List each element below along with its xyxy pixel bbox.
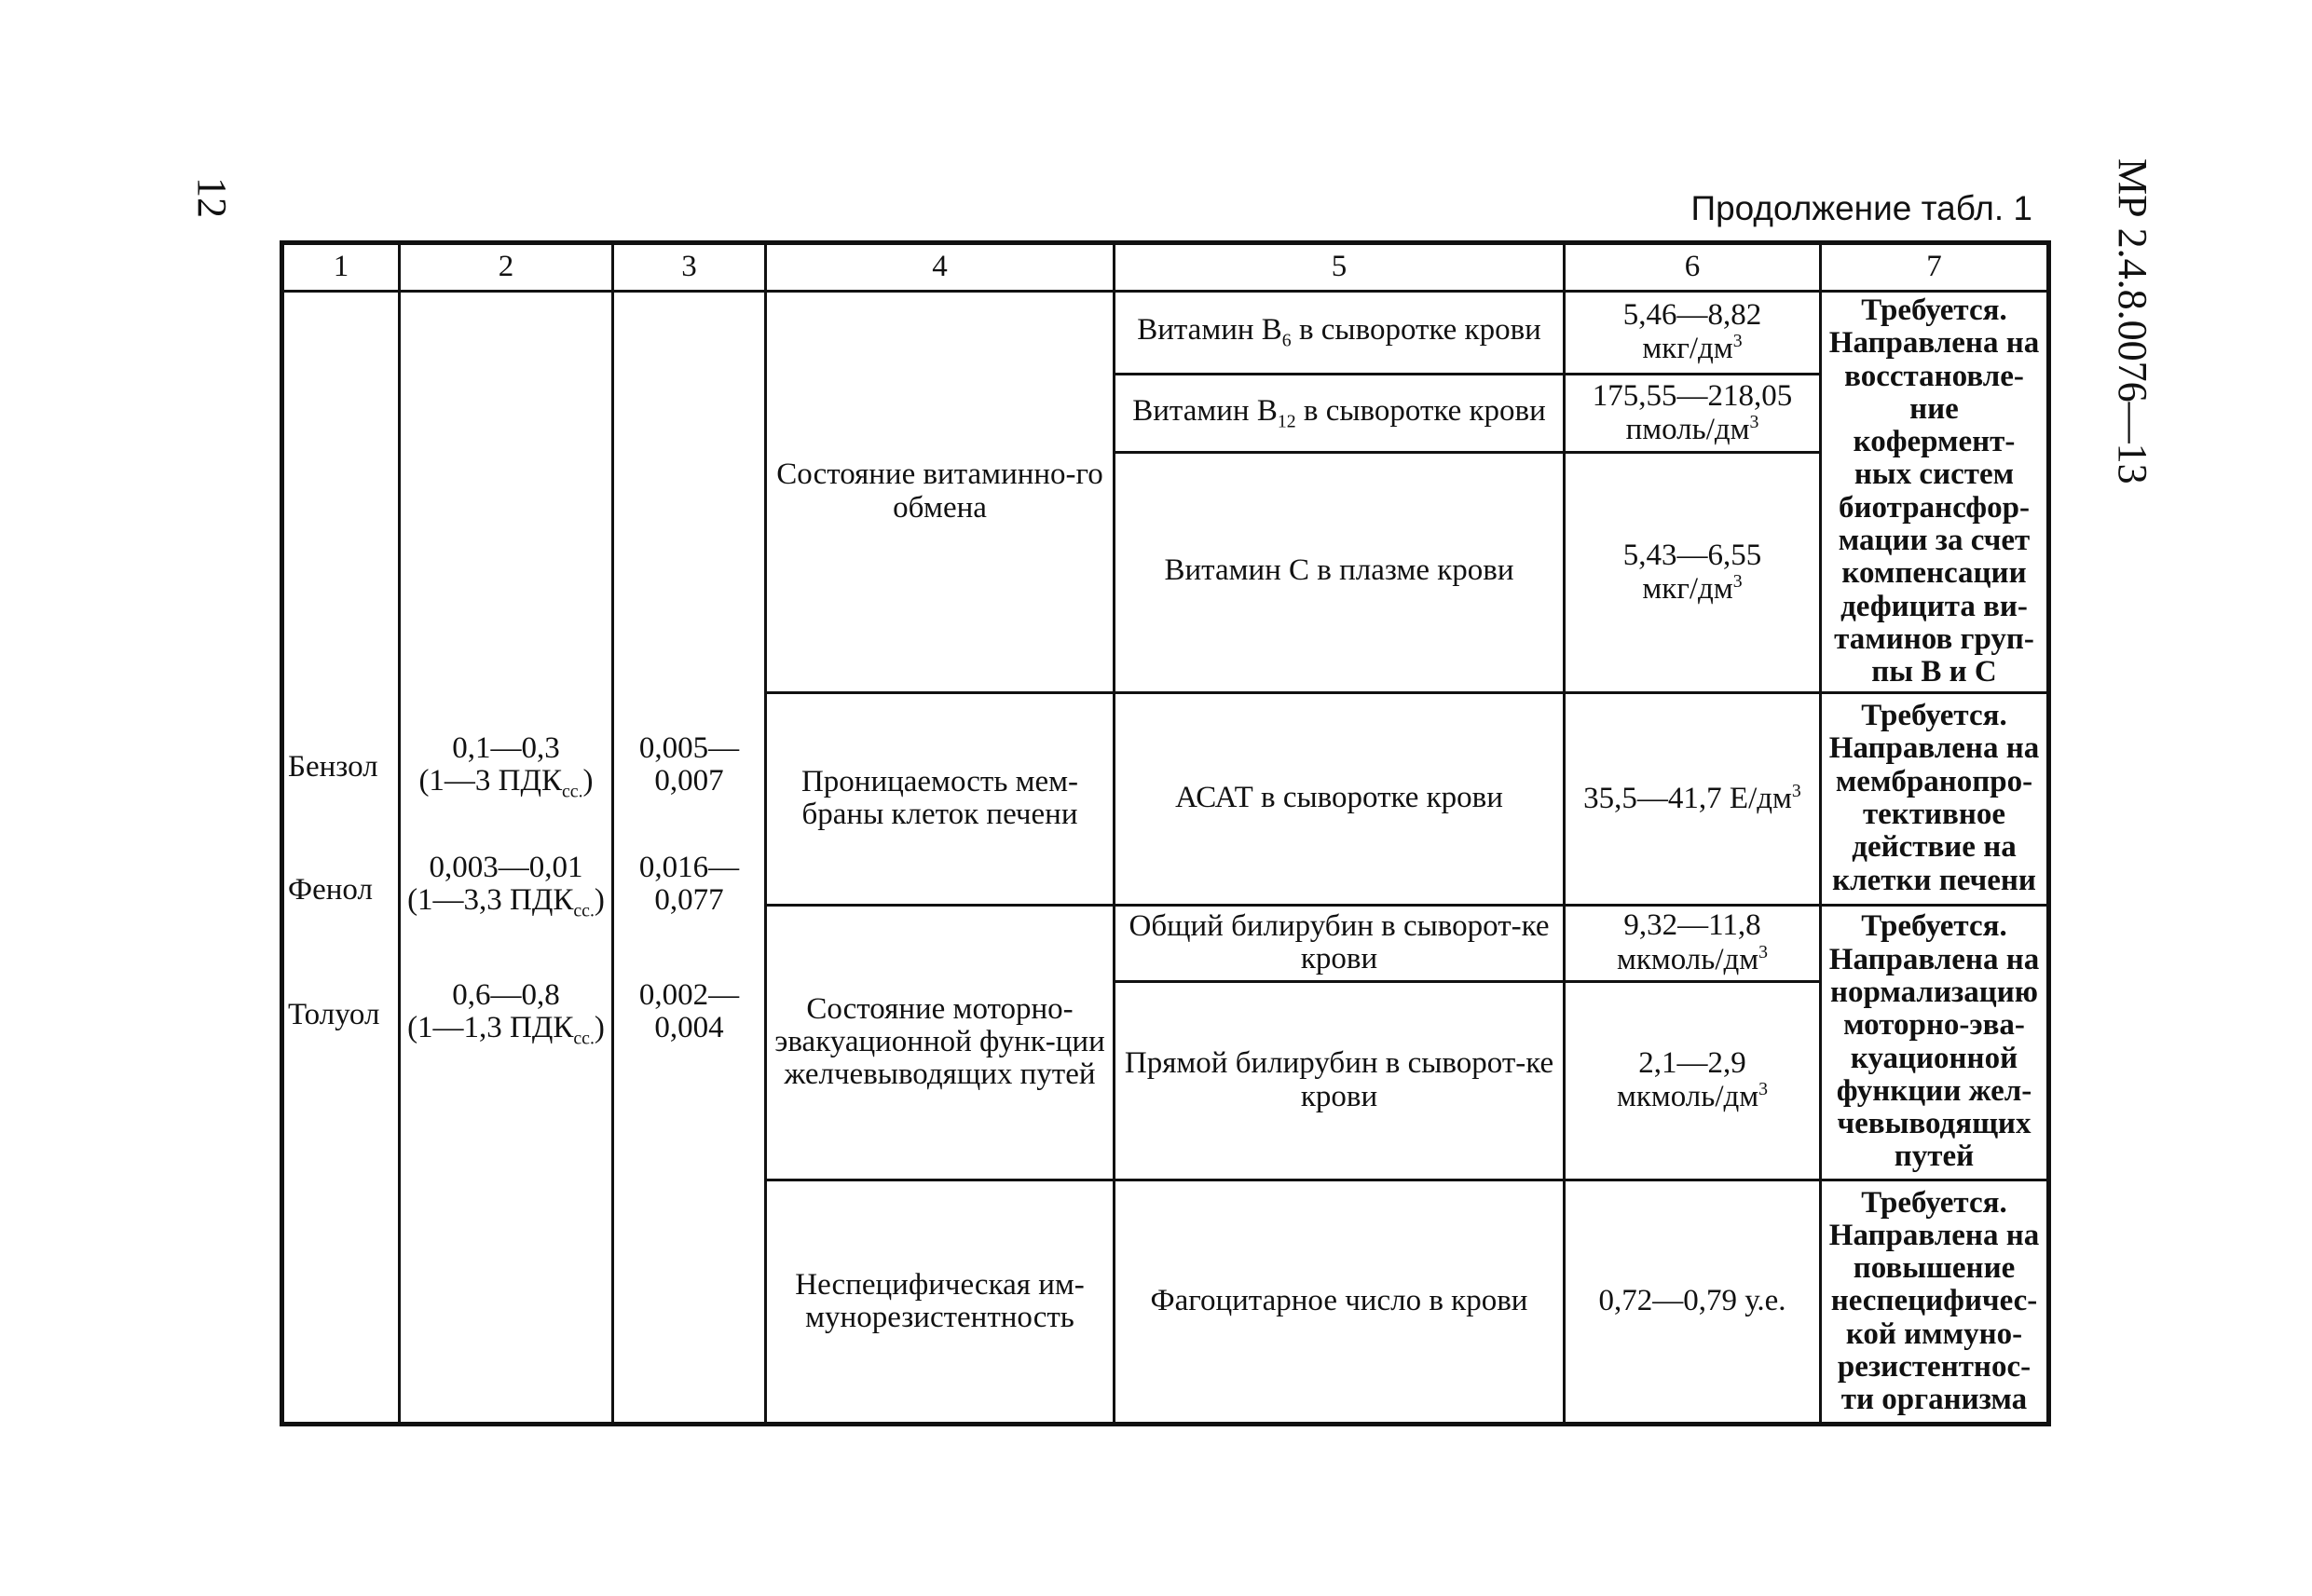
value-range: 35,5—41,7 Е/дм bbox=[1583, 781, 1792, 815]
indicator-cell bbox=[1115, 453, 1565, 692]
concentration-pdk bbox=[404, 765, 608, 802]
pdk-subscript: сс. bbox=[562, 781, 583, 802]
substance-name: Фенол bbox=[288, 873, 373, 907]
pdk-close: ) bbox=[594, 883, 605, 918]
concentration-range: 0,003—0,01 bbox=[429, 851, 583, 884]
unit-text: мкмоль/дм bbox=[1616, 1080, 1759, 1114]
concentration-item bbox=[404, 979, 608, 1049]
header-cell: 5 bbox=[1115, 243, 1565, 292]
indicator-text: Общий билирубин в сыворот-ке крови bbox=[1129, 908, 1550, 976]
pdk-close: ) bbox=[594, 1011, 605, 1045]
concentration-range: 0,1—0,3 bbox=[452, 731, 560, 765]
indicator-cell bbox=[1115, 1180, 1565, 1424]
indicator-text: Витамин B bbox=[1132, 393, 1278, 428]
indicator-subscript: 6 bbox=[1281, 330, 1292, 351]
dose-cell bbox=[613, 292, 766, 1425]
note-cell: Требуется. Направлена на восстановле-ние кофермент-ных систем биотрансфор-мации за счет компенсации дефицита ви-таминов груп-пы В и С bbox=[1821, 292, 2049, 693]
concentration-pdk bbox=[404, 884, 608, 921]
concentration-range: 0,6—0,8 bbox=[452, 978, 560, 1012]
substance-name: Бензол bbox=[288, 750, 378, 784]
value-cell bbox=[1565, 692, 1821, 905]
concentration-cell bbox=[400, 292, 613, 1425]
document-code bbox=[2108, 158, 2164, 494]
header-cell: 3 bbox=[613, 243, 766, 292]
indicator-cell bbox=[1115, 292, 1565, 375]
unit-superscript: 3 bbox=[1758, 941, 1769, 962]
unit-superscript: 3 bbox=[1791, 780, 1801, 801]
table-caption: Продолжение табл. 1 bbox=[1690, 189, 2032, 227]
value-unit bbox=[1569, 943, 1815, 976]
value-cell bbox=[1565, 1180, 1821, 1424]
value-cell bbox=[1565, 905, 1821, 981]
value-range: 2,1—2,9 bbox=[1638, 1045, 1746, 1080]
unit-superscript: 3 bbox=[1749, 412, 1759, 433]
value-cell bbox=[1565, 292, 1821, 375]
unit-superscript: 3 bbox=[1732, 331, 1743, 352]
header-cell: 6 bbox=[1565, 243, 1821, 292]
page-number: 12 bbox=[189, 177, 235, 218]
note-cell: Требуется. Направлена на мембранопро-тективное действие на клетки печени bbox=[1821, 692, 2049, 905]
indicator-cell bbox=[1115, 374, 1565, 452]
dose-line: 0,007 bbox=[654, 764, 724, 798]
value-unit bbox=[1569, 1080, 1815, 1113]
unit-superscript: 3 bbox=[1758, 1079, 1769, 1100]
indicator-text: Витамин B bbox=[1137, 313, 1282, 348]
unit-superscript: 3 bbox=[1732, 570, 1743, 592]
unit-text: мкмоль/дм bbox=[1616, 942, 1759, 976]
value-unit bbox=[1569, 413, 1815, 446]
pdk-text: (1—3 ПДК bbox=[418, 764, 563, 798]
indicator-text: Прямой билирубин в сыворот-ке крови bbox=[1124, 1046, 1554, 1113]
pdk-close: ) bbox=[582, 764, 594, 798]
indicator-cell bbox=[1115, 692, 1565, 905]
value-cell bbox=[1565, 374, 1821, 452]
dose-line: 0,004 bbox=[654, 1011, 724, 1045]
dose-line: 0,016— bbox=[638, 851, 740, 884]
indicator-text: в сыворотке крови bbox=[1291, 313, 1541, 348]
header-cell: 7 bbox=[1821, 243, 2049, 292]
dose-line: 0,005— bbox=[638, 731, 740, 765]
concentration-item bbox=[404, 852, 608, 921]
indicator-text: Витамин С в плазме крови bbox=[1164, 552, 1514, 587]
header-cell: 2 bbox=[400, 243, 613, 292]
substance-name: Толуол bbox=[288, 998, 380, 1031]
header-cell: 4 bbox=[766, 243, 1115, 292]
pdk-subscript: сс. bbox=[573, 1028, 595, 1049]
document-code-text: МР 2.4.8.0076—13 bbox=[2110, 158, 2155, 484]
dose-line: 0,002— bbox=[638, 978, 740, 1012]
value-unit bbox=[1569, 332, 1815, 365]
header-row bbox=[282, 243, 2049, 292]
state-cell: Проницаемость мем-браны клеток печени bbox=[766, 692, 1115, 905]
pdk-text: (1—3,3 ПДК bbox=[407, 883, 574, 918]
value-range: 175,55—218,05 bbox=[1592, 378, 1793, 413]
state-cell: Неспецифическая им-мунорезистентность bbox=[766, 1180, 1115, 1424]
indicator-cell bbox=[1115, 905, 1565, 981]
indicator-text: в сыворотке крови bbox=[1295, 393, 1546, 428]
dose-item bbox=[618, 852, 760, 918]
pdk-text: (1—1,3 ПДК bbox=[407, 1011, 574, 1045]
indicator-text: АСАТ в сыворотке крови bbox=[1175, 781, 1503, 815]
value-range: 0,72—0,79 у.е. bbox=[1598, 1284, 1786, 1318]
value-range: 5,46—8,82 bbox=[1622, 298, 1762, 333]
concentration-pdk bbox=[404, 1012, 608, 1049]
state-cell: Состояние витаминно-го обмена bbox=[766, 292, 1115, 693]
substance-cell bbox=[282, 292, 400, 1425]
unit-text: мкг/дм bbox=[1642, 571, 1733, 606]
concentration-item bbox=[404, 732, 608, 802]
dose-line: 0,077 bbox=[654, 883, 724, 918]
state-cell: Состояние моторно-эвакуационной функ-ции желчевыводящих путей bbox=[766, 905, 1115, 1180]
indicator-text: Фагоцитарное число в крови bbox=[1150, 1284, 1528, 1318]
table-row bbox=[282, 292, 2049, 375]
value-unit bbox=[1569, 572, 1815, 606]
dose-item bbox=[618, 979, 760, 1045]
indicator-cell bbox=[1115, 981, 1565, 1180]
note-cell: Требуется. Направлена на повышение неспецифичес-кой иммуно-резистентнос-ти организма bbox=[1821, 1180, 2049, 1424]
value-cell bbox=[1565, 981, 1821, 1180]
data-table bbox=[280, 240, 2051, 1426]
value-cell bbox=[1565, 453, 1821, 692]
value-range: 5,43—6,55 bbox=[1622, 538, 1762, 572]
header-cell: 1 bbox=[282, 243, 400, 292]
unit-text: пмоль/дм bbox=[1625, 413, 1750, 447]
indicator-subscript: 12 bbox=[1277, 411, 1296, 432]
note-cell: Требуется. Направлена на нормализацию моторно-эва-куационной функции жел-чевыводящих путей bbox=[1821, 905, 2049, 1180]
dose-item bbox=[618, 732, 760, 798]
pdk-subscript: сс. bbox=[573, 900, 595, 921]
value-range: 9,32—11,8 bbox=[1623, 908, 1761, 943]
unit-text: мкг/дм bbox=[1642, 332, 1733, 366]
